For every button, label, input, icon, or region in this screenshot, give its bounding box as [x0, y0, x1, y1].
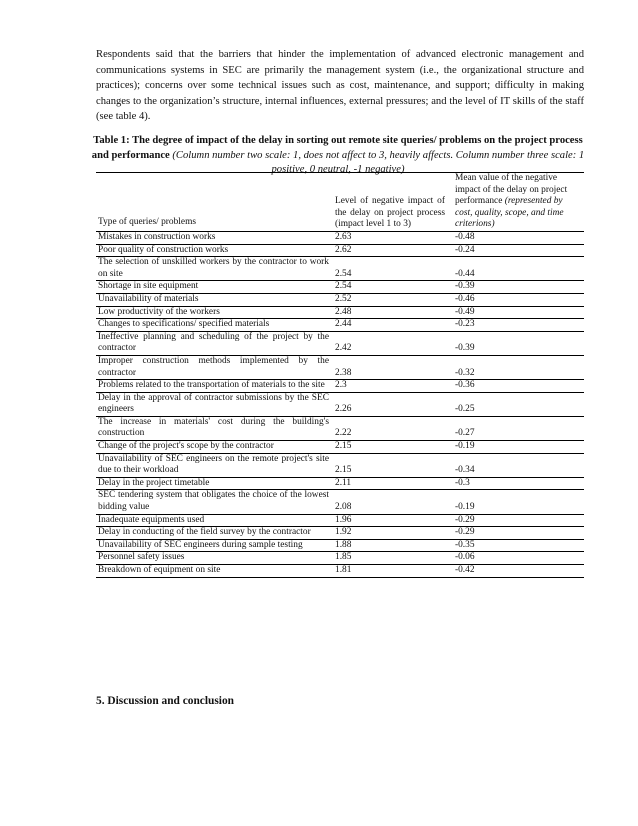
- problem-cell: Change of the project's scope by the contractor: [96, 441, 331, 454]
- problem-cell: Changes to specifications/ specified materials: [96, 319, 331, 332]
- table-row: [96, 231, 584, 244]
- problem-cell: Poor quality of construction works: [96, 244, 331, 257]
- problem-cell: Personnel safety issues: [96, 552, 331, 565]
- impact-level-cell: 2.3: [331, 380, 451, 393]
- table-row: [96, 416, 584, 440]
- impact-table-body: [96, 231, 584, 577]
- table-row: [96, 490, 584, 514]
- impact-level-cell: 2.15: [331, 453, 451, 477]
- table-row: [96, 453, 584, 477]
- mean-value-cell: -0.3: [451, 477, 584, 490]
- mean-value-cell: -0.42: [451, 565, 584, 578]
- impact-level-cell: 2.62: [331, 244, 451, 257]
- mean-value-cell: -0.39: [451, 331, 584, 355]
- mean-value-cell: -0.32: [451, 355, 584, 379]
- intro-paragraph: Respondents said that the barriers that hinder the implementation of advanced electronic management and communications systems in SEC are primarily the management system (i.e., the organizational structure and practices); concerns over some technical issues such as cost, maintenance, and support; difficulty in making changes to the organization’s structure, internal influences, external pressures; and the level of IT skills of the staff (see table 4).: [96, 49, 584, 122]
- problem-cell: Improper construction methods implemented by the contractor: [96, 355, 331, 379]
- impact-level-cell: 2.38: [331, 355, 451, 379]
- mean-value-cell: -0.44: [451, 257, 584, 281]
- column-header-mean-value: [451, 173, 584, 232]
- mean-value-cell: -0.29: [451, 527, 584, 540]
- problem-cell: Shortage in site equipment: [96, 281, 331, 294]
- mean-value-cell: -0.27: [451, 416, 584, 440]
- table-row: [96, 552, 584, 565]
- table-row: [96, 355, 584, 379]
- impact-level-cell: 2.63: [331, 231, 451, 244]
- table-row: [96, 331, 584, 355]
- column-header-mean-value-criteria: (represented by cost, quality, scope, and time criterions): [455, 196, 564, 230]
- impact-level-cell: 1.88: [331, 539, 451, 552]
- table-row: [96, 257, 584, 281]
- mean-value-cell: -0.36: [451, 380, 584, 393]
- impact-level-cell: 1.96: [331, 514, 451, 527]
- impact-level-cell: 1.85: [331, 552, 451, 565]
- problem-cell: The selection of unskilled workers by the contractor to work on site: [96, 257, 331, 281]
- mean-value-cell: -0.19: [451, 490, 584, 514]
- impact-level-cell: 2.52: [331, 293, 451, 306]
- impact-level-cell: 1.81: [331, 565, 451, 578]
- mean-value-cell: -0.06: [451, 552, 584, 565]
- table-caption-scale-note: (Column number two scale: 1, does not affect to 3, heavily affects. Column number three scale: 1 positive, 0 neutral, -1 negative): [172, 149, 585, 175]
- column-header-impact-level: Level of negative impact of the delay on project process (impact level 1 to 3): [331, 173, 451, 232]
- mean-value-cell: -0.35: [451, 539, 584, 552]
- mean-value-cell: -0.49: [451, 306, 584, 319]
- problem-cell: Inadequate equipments used: [96, 514, 331, 527]
- table-caption: [90, 134, 586, 178]
- impact-table: [96, 172, 584, 578]
- impact-level-cell: 2.48: [331, 306, 451, 319]
- impact-level-cell: 2.44: [331, 319, 451, 332]
- mean-value-cell: -0.29: [451, 514, 584, 527]
- table-row: [96, 477, 584, 490]
- problem-cell: Mistakes in construction works: [96, 231, 331, 244]
- mean-value-cell: -0.48: [451, 231, 584, 244]
- problem-cell: Low productivity of the workers: [96, 306, 331, 319]
- problem-cell: SEC tendering system that obligates the choice of the lowest bidding value: [96, 490, 331, 514]
- impact-level-cell: 2.11: [331, 477, 451, 490]
- table-row: [96, 244, 584, 257]
- impact-level-cell: 2.54: [331, 257, 451, 281]
- impact-level-cell: 2.54: [331, 281, 451, 294]
- table-row: [96, 539, 584, 552]
- impact-table-header: [96, 173, 584, 232]
- table-row: [96, 306, 584, 319]
- section-heading: 5. Discussion and conclusion: [96, 695, 234, 707]
- mean-value-cell: -0.34: [451, 453, 584, 477]
- problem-cell: Unavailability of SEC engineers on the remote project's site due to their workload: [96, 453, 331, 477]
- table-row: [96, 527, 584, 540]
- table-row: [96, 392, 584, 416]
- problem-cell: Problems related to the transportation of materials to the site: [96, 380, 331, 393]
- mean-value-cell: -0.25: [451, 392, 584, 416]
- problem-cell: Breakdown of equipment on site: [96, 565, 331, 578]
- mean-value-cell: -0.19: [451, 441, 584, 454]
- mean-value-cell: -0.23: [451, 319, 584, 332]
- problem-cell: The increase in materials' cost during the building's construction: [96, 416, 331, 440]
- problem-cell: Unavailability of SEC engineers during sample testing: [96, 539, 331, 552]
- problem-cell: Delay in conducting of the field survey by the contractor: [96, 527, 331, 540]
- table-row: [96, 514, 584, 527]
- problem-cell: Ineffective planning and scheduling of the project by the contractor: [96, 331, 331, 355]
- table-row: [96, 293, 584, 306]
- impact-level-cell: 1.92: [331, 527, 451, 540]
- problem-cell: Delay in the project timetable: [96, 477, 331, 490]
- table-row: [96, 441, 584, 454]
- impact-level-cell: 2.08: [331, 490, 451, 514]
- mean-value-cell: -0.39: [451, 281, 584, 294]
- table-row: [96, 281, 584, 294]
- mean-value-cell: -0.46: [451, 293, 584, 306]
- problem-cell: Delay in the approval of contractor submissions by the SEC engineers: [96, 392, 331, 416]
- problem-cell: Unavailability of materials: [96, 293, 331, 306]
- table-row: [96, 380, 584, 393]
- impact-level-cell: 2.26: [331, 392, 451, 416]
- impact-level-cell: 2.42: [331, 331, 451, 355]
- table-row: [96, 319, 584, 332]
- impact-level-cell: 2.15: [331, 441, 451, 454]
- mean-value-cell: -0.24: [451, 244, 584, 257]
- table-caption-title: Table 1: The degree of impact of the delay in sorting out remote site queries/ problems on the project process and performance: [91, 135, 583, 161]
- impact-level-cell: 2.22: [331, 416, 451, 440]
- table-row: [96, 565, 584, 578]
- column-header-problem-type: Type of queries/ problems: [96, 173, 331, 232]
- column-header-mean-value-text: Mean value of the negative impact of the delay on project performance: [455, 173, 568, 207]
